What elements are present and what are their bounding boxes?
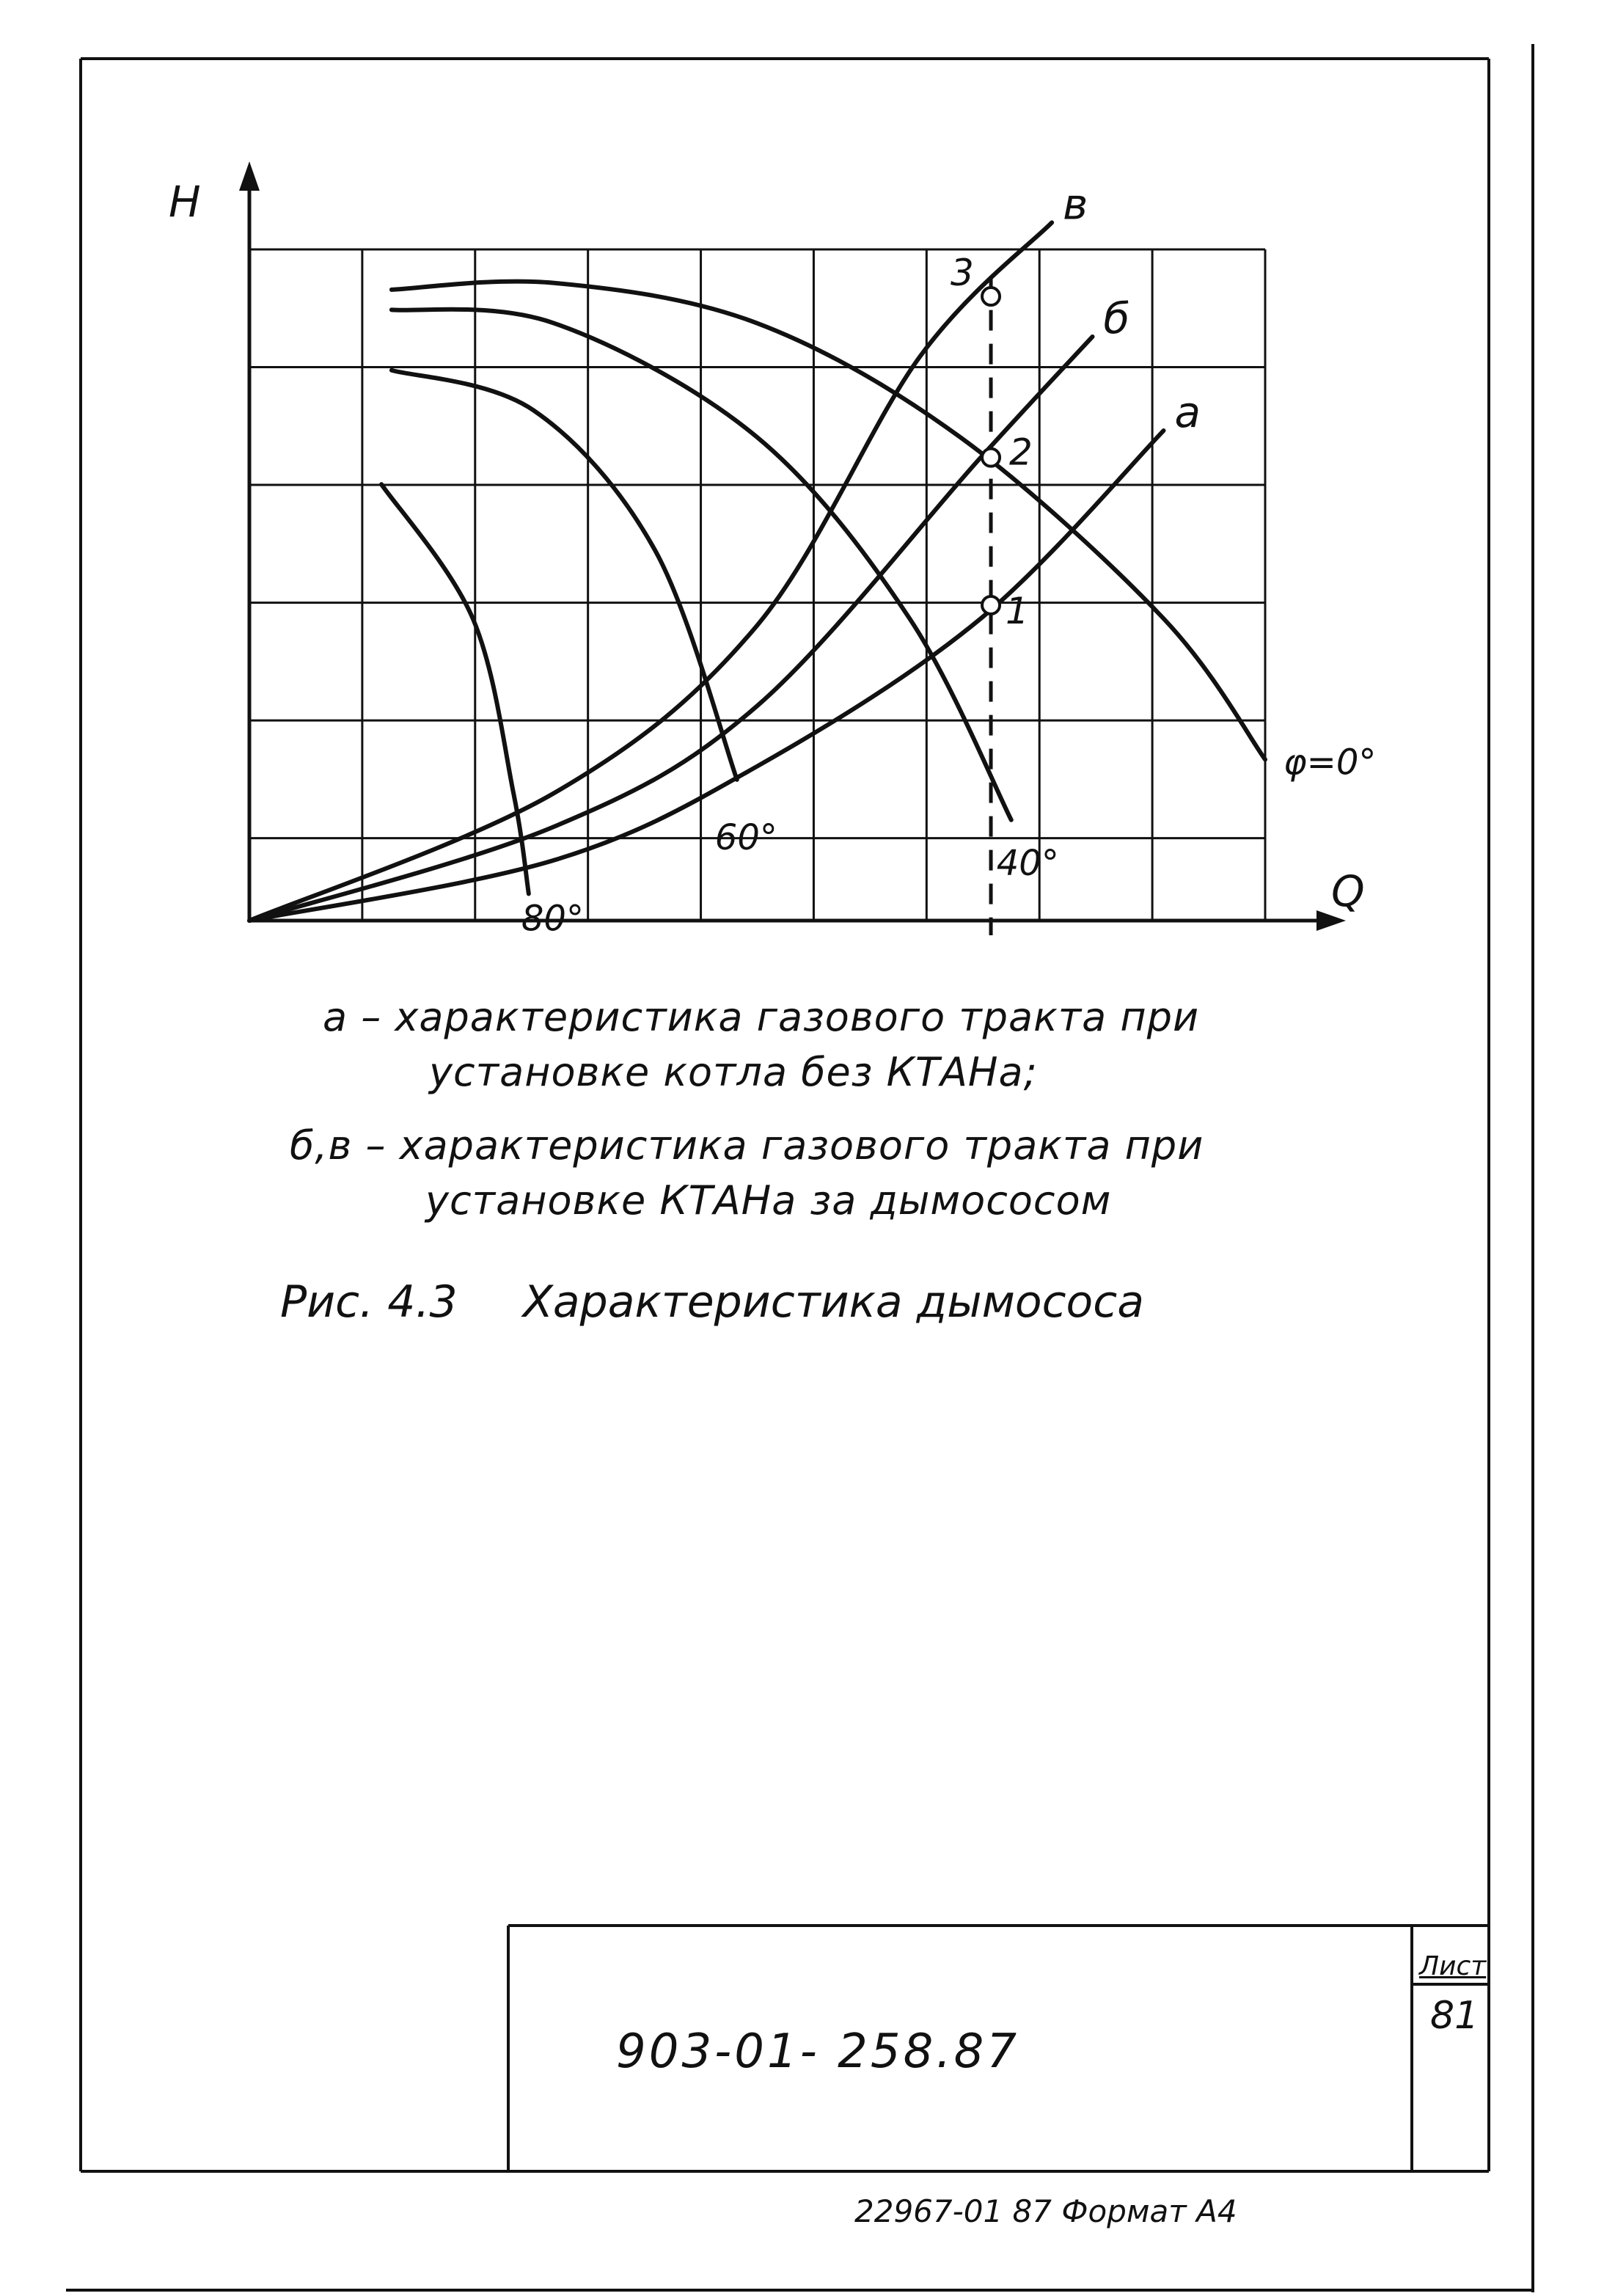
chart-axes (239, 161, 1346, 931)
figure-caption (280, 1276, 1144, 1328)
system-curve-label: в (1063, 179, 1088, 230)
operating-point-label: 2 (1009, 431, 1033, 474)
fan-curve (392, 370, 737, 780)
format-line: 22967-01 87 Формат А4 (854, 2193, 1237, 2229)
system-curve (249, 222, 1052, 921)
system-curve-label: б (1103, 293, 1130, 343)
legend-line-a-2: установке котла без КТАНа; (429, 1049, 1038, 1095)
legend-line-bv-1: б,в – характеристика газового тракта при (290, 1122, 1204, 1169)
system-curves (249, 222, 1164, 921)
operating-point-label: 3 (951, 252, 974, 295)
fan-curve (392, 282, 1265, 760)
fan-curve (381, 484, 529, 893)
sheet-label: Лист (1419, 1951, 1487, 1981)
sheet-number: 81 (1430, 1994, 1479, 2038)
system-curve-label: а (1174, 387, 1201, 438)
y-axis-label: H (169, 177, 201, 227)
figure-number: Рис. 4.3 (280, 1276, 458, 1328)
y-axis-arrow (239, 161, 260, 191)
figure-title: Характеристика дымососа (522, 1276, 1145, 1328)
fan-curves (381, 282, 1265, 894)
fan-curve-label: 80° (521, 898, 584, 940)
fan-curve-label: 60° (714, 816, 777, 858)
chart-labels (169, 177, 1376, 939)
fan-curve-label: φ=0° (1283, 742, 1377, 783)
operating-point-marker (982, 596, 1000, 614)
x-axis-label: Q (1331, 866, 1365, 916)
operating-point-label: 1 (1006, 589, 1029, 632)
operating-points (982, 277, 1000, 935)
document-code: 903-01- 258.87 (616, 2025, 1020, 2079)
operating-point-marker (982, 449, 1000, 467)
fan-curve-label: 40° (996, 842, 1059, 884)
legend-line-bv-2: установке КТАНа за дымососом (425, 1177, 1112, 1224)
operating-point-marker (982, 288, 1000, 305)
legend-line-a-1: а – характеристика газового тракта при (323, 994, 1200, 1040)
